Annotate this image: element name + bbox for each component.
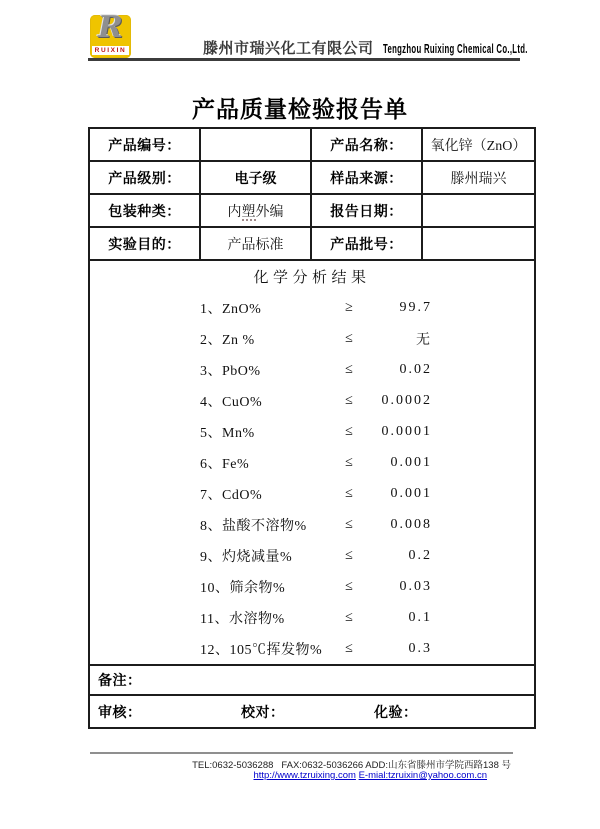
report-table <box>88 127 536 729</box>
company-name-line <box>203 37 600 58</box>
logo-brand-text: RUIXIN <box>94 47 127 54</box>
company-name-en: Tengzhou Ruixing Chemical Co.,Ltd. <box>382 42 528 56</box>
parameter-value: 0.1 <box>408 609 432 625</box>
package-type-label: 包装种类： <box>108 202 181 219</box>
report-date-value-cell <box>423 195 534 226</box>
analysis-row <box>90 447 534 478</box>
sample-source-label: 样品来源： <box>330 169 403 186</box>
product-code-label-cell <box>90 129 201 160</box>
product-grade-value-cell <box>201 162 312 193</box>
parameter-value: 0.001 <box>390 454 432 470</box>
parameter-name: 3、PbO% <box>200 363 261 379</box>
comparator-symbol: ≤ <box>345 330 353 346</box>
analysis-row <box>90 354 534 385</box>
parameter-name: 6、Fe% <box>200 456 250 472</box>
comparator-symbol: ≤ <box>345 516 353 532</box>
company-logo <box>90 10 131 58</box>
email-link[interactable]: E-mial:tzruixin@yahoo.com.cn <box>358 770 487 781</box>
parameter-name: 5、Mn% <box>200 425 255 441</box>
proofread-label: 校对： <box>241 703 285 720</box>
parameter-name: 10、筛余物% <box>200 580 286 596</box>
analysis-heading: 化学分析结果 <box>253 270 371 286</box>
parameter-value: 0.008 <box>390 516 432 532</box>
batch-number-value-cell <box>423 228 534 259</box>
analysis-row <box>90 602 534 633</box>
parameter-value: 99.7 <box>399 299 432 315</box>
parameter-name: 9、灼烧减量% <box>200 549 293 565</box>
analysis-row <box>90 509 534 540</box>
product-name-label-cell <box>312 129 423 160</box>
assay-label: 化验： <box>374 703 418 720</box>
comparator-symbol: ≥ <box>345 299 353 315</box>
analysis-row <box>90 478 534 509</box>
parameter-name: 4、CuO% <box>200 394 263 410</box>
remark-row <box>90 666 534 696</box>
sample-source-value-cell <box>423 162 534 193</box>
footer-contact-line: TEL:0632-5036288 FAX:0632-5036266 ADD:山东省滕州市学院西路138 号 <box>192 760 511 771</box>
test-purpose-value: 产品标准 <box>227 237 284 253</box>
analysis-row <box>90 385 534 416</box>
analysis-section <box>90 261 534 666</box>
website-link[interactable]: http://www.tzruixing.com <box>253 770 356 781</box>
batch-number-label-cell <box>312 228 423 259</box>
comparator-symbol: ≤ <box>345 640 353 656</box>
comparator-symbol: ≤ <box>345 423 353 439</box>
analysis-row <box>90 416 534 447</box>
analysis-row <box>90 633 534 664</box>
sample-source-label-cell <box>312 162 423 193</box>
spellcheck-squiggle <box>242 219 256 221</box>
product-grade-label: 产品级别： <box>108 169 181 186</box>
product-code-label: 产品编号： <box>108 136 181 153</box>
header-divider <box>88 58 520 61</box>
product-name-value-cell <box>423 129 534 160</box>
parameter-name: 8、盐酸不溶物% <box>200 518 307 534</box>
parameter-value: 0.001 <box>390 485 432 501</box>
product-name-value: 氧化锌（ZnO） <box>430 138 527 154</box>
parameter-name: 2、Zn % <box>200 332 255 348</box>
logo-brand-band <box>92 46 129 55</box>
parameter-name: 7、CdO% <box>200 487 263 503</box>
table-row <box>90 162 534 195</box>
parameter-value: 0.0002 <box>381 392 432 408</box>
comparator-symbol: ≤ <box>345 454 353 470</box>
comparator-symbol: ≤ <box>345 361 353 377</box>
parameter-value: 0.3 <box>408 640 432 656</box>
logo-r-icon: R <box>98 10 123 45</box>
table-row <box>90 195 534 228</box>
footer-links <box>90 770 487 781</box>
test-purpose-label: 实验目的： <box>108 235 181 252</box>
report-title: 产品质量检验报告单 <box>192 96 408 122</box>
parameter-value: 0.03 <box>399 578 432 594</box>
product-code-value-cell <box>201 129 312 160</box>
analysis-row <box>90 571 534 602</box>
table-row <box>90 228 534 261</box>
report-date-label-cell <box>312 195 423 226</box>
parameter-name: 12、105℃挥发物% <box>200 642 323 658</box>
parameter-name: 1、ZnO% <box>200 301 262 317</box>
comparator-symbol: ≤ <box>345 547 353 563</box>
comparator-symbol: ≤ <box>345 392 353 408</box>
parameter-value: 0.02 <box>399 361 432 377</box>
comparator-symbol: ≤ <box>345 485 353 501</box>
test-purpose-value-cell <box>201 228 312 259</box>
package-type-label-cell <box>90 195 201 226</box>
batch-number-label: 产品批号： <box>330 235 403 252</box>
parameter-value: 无 <box>416 332 432 348</box>
parameter-value: 0.0001 <box>381 423 432 439</box>
analysis-row <box>90 540 534 571</box>
product-grade-value: 电子级 <box>234 169 277 186</box>
table-row <box>90 129 534 162</box>
analysis-row <box>90 323 534 354</box>
comparator-symbol: ≤ <box>345 609 353 625</box>
package-type-value: 内塑外编 <box>227 204 284 220</box>
test-purpose-label-cell <box>90 228 201 259</box>
report-date-label: 报告日期： <box>330 202 403 219</box>
footer-divider <box>90 752 513 754</box>
comparator-symbol: ≤ <box>345 578 353 594</box>
review-label: 审核： <box>98 703 142 720</box>
product-grade-label-cell <box>90 162 201 193</box>
parameter-name: 11、水溶物% <box>200 611 285 627</box>
signoff-row <box>90 696 534 727</box>
analysis-row <box>90 292 534 323</box>
remark-label: 备注： <box>98 672 142 688</box>
company-name-cn: 滕州市瑞兴化工有限公司 <box>203 41 374 57</box>
parameter-value: 0.2 <box>408 547 432 563</box>
package-type-value-cell <box>201 195 312 226</box>
product-name-label: 产品名称： <box>330 136 403 153</box>
sample-source-value: 滕州瑞兴 <box>450 171 507 187</box>
